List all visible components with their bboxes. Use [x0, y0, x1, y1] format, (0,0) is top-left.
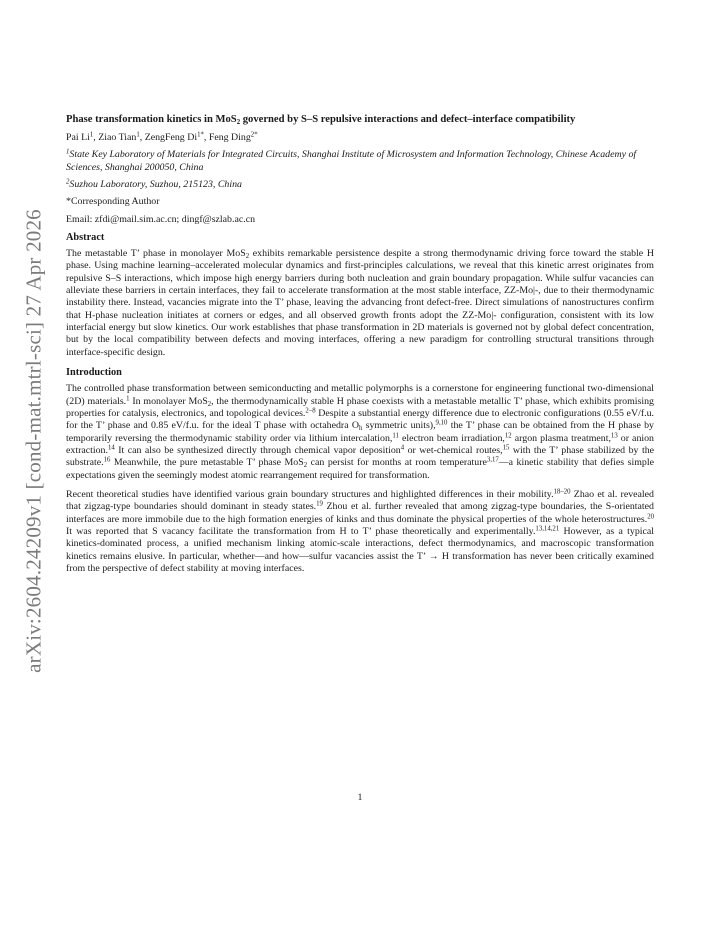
- paper-title: Phase transformation kinetics in MoS$_2$ governed by S–S repulsive interactions and defect–interface compatibility: [66, 114, 576, 126]
- abstract-text: The metastable T’ phase in monolayer MoS$_2$ exhibits remarkable persistence despite a strong thermodynamic driving force toward the stable H phase. Using machine learning–accelerated molecular dynamics and first-principles calculations, we reveal that this kinetic arrest originates from repulsive S–S interactions, which impose high energy barriers during both nucleation and grain boundary propagation. While sulfur vacancies can alleviate these barriers in certain interfaces, they fail to accelerate transformation at the most stable interface, ZZ-Mo|-, due to their thermodynamic instability there. Instead, vacancies migrate into the T’ phase, leaving the advancing front defect-free. Direct simulations of nanostructures confirm that H-phase nucleation initiates at corners or edges, and all observed growth fronts adopt the ZZ-Mo|- configuration, consistent with its low interfacial energy but slow kinetics. Our work establishes that phase transformation in 2D materials is governed not by global defect concentration, but by the local compatibility between defects and moving interfaces, offering a new paradigm for controlling structural transitions through interface-specific design.: [66, 248, 654, 358]
- abstract-heading: Abstract: [66, 232, 105, 244]
- arxiv-sidebar-stamp: [21, 205, 47, 677]
- corresponding-author-note: *Corresponding Author: [66, 196, 160, 208]
- introduction-paragraph-2: Recent theoretical studies have identified various grain boundary structures and highlighted differences in their mobility.$^{18-20}$ Zhao et al. revealed that zigzag-type boundaries should dominant in steady states.$^{19}$ Zhou et al. further revealed that among zigzag-type boundaries, the S-orientated interfaces are more immobile due to the high formation energies of kinks and thus dominate the physical properties of the whole heterostructures.$^{20}$ It was reported that S vacancy facilitate the transformation from H to T’ phase theoretically and experimentally.$^{13,14,21}$ However, as a typical kinetics-dominated process, a unified mechanism linking atomic-scale interactions, defect thermodynamics, and macroscopic transformation kinetics remains elusive. In particular, whether—and how—sulfur vacancies assist the T’ → H transformation has never been critically examined from the perspective of defect stability at moving interfaces.: [66, 488, 655, 574]
- affiliation-1: $^1$State Key Laboratory of Materials for Integrated Circuits, Shanghai Institute of Microsystem and Information Technology, Chinese Academy of Sciences, Shanghai 200050, China: [66, 148, 637, 173]
- page-number: 1: [357, 792, 363, 803]
- affiliation-2: $^2$Suzhou Laboratory, Suzhou, 215123, China: [66, 178, 242, 191]
- author-list: [66, 132, 654, 144]
- paper-content: [66, 113, 654, 582]
- introduction-paragraph-1: The controlled phase transformation between semiconducting and metallic polymorphs is a cornerstone for engineering functional two-dimensional (2D) materials.$^1$ In monolayer MoS$_2$, the thermodynamically stable H phase coexists with a metastable metallic T’ phase, which exhibits promising properties for catalysis, electronics, and topological devices.$^{2-8}$ Despite a substantial energy difference due to electronic configurations (0.55 eV/f.u. for the T’ phase and 0.85 eV/f.u. for the ideal T phase with octahedra $O_h$ symmetric units),$^{9,10}$ the T’ phase can be obtained from the H phase by temporarily reversing the thermodynamic stability order via lithium intercalation,$^{11}$ electron beam irradiation,$^{12}$ argon plasma treatment,$^{13}$ or anion extraction.$^{14}$ It can also be synthesized directly through chemical vapor deposition$^4$ or wet-chemical routes,$^{15}$ with the T’ phase stabilized by the substrate.$^{16}$ Meanwhile, the pure metastable T’ phase MoS$_2$ can persist for months at room temperature$^{3,17}$—a kinetic stability that defies simple expectations given the seemingly modest atomic rearrangement required for transformation.: [66, 383, 655, 481]
- introduction-heading: Introduction: [66, 367, 122, 379]
- author: Ziao Tian$^1$,: [98, 131, 145, 143]
- author: Pai Li$^1$,: [66, 131, 99, 143]
- author: ZengFeng $Di^{1*}$,: [144, 131, 209, 143]
- contact-email: Email: zfdi@mail.sim.ac.cn; dingf@szlab.ac.cn: [66, 213, 256, 225]
- arxiv-identifier: arXiv:2604.24209v1 [cond-mat.mtrl-sci] 27 Apr 2026: [21, 209, 46, 673]
- author: Feng Ding$^{2*}$: [208, 131, 258, 143]
